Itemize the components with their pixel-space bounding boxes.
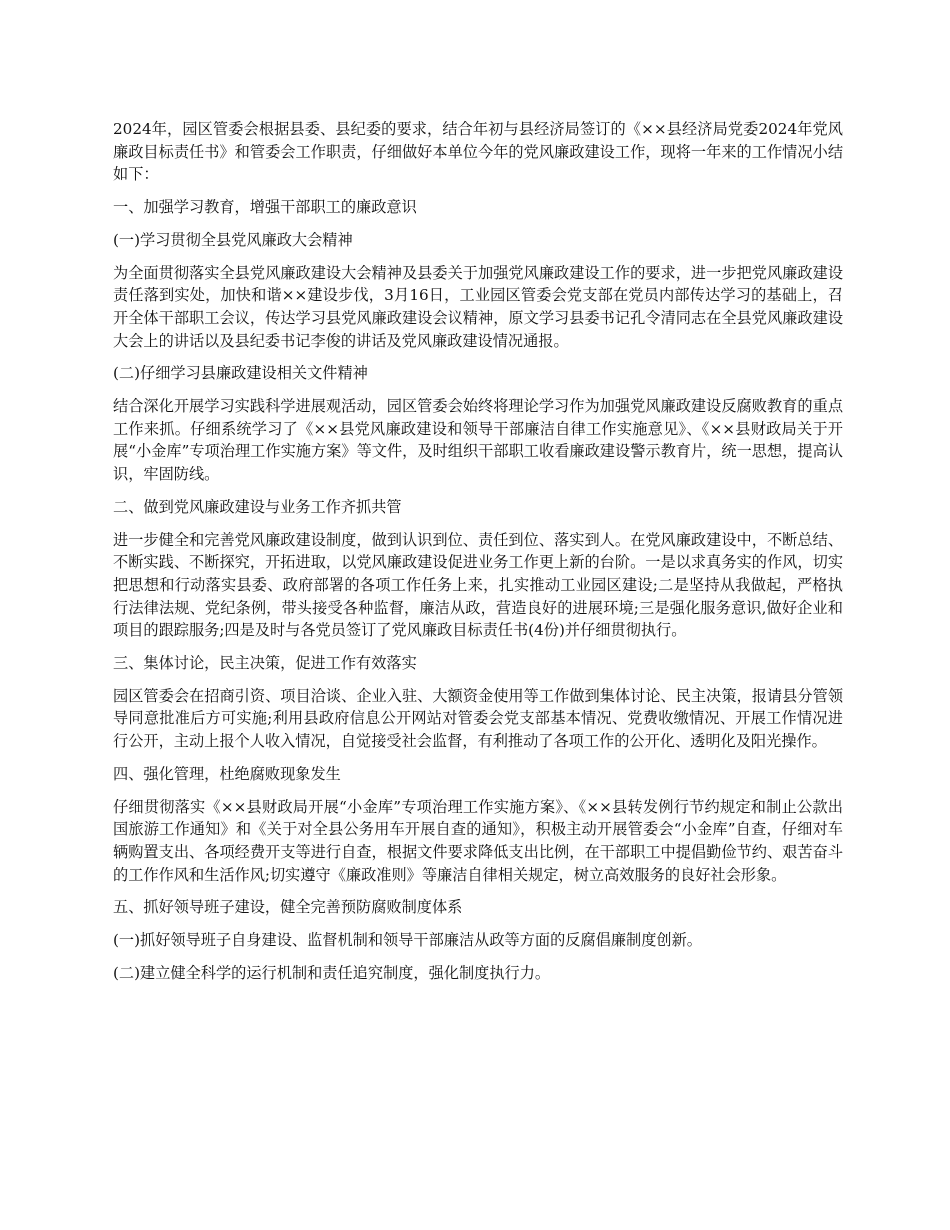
body-paragraph-2: 进一步健全和完善党风廉政建设制度，做到认识到位、责任到位、落实到人。在党风廉政建设中，不断总结、不断实践、不断探究，开拓进取，以党风廉政建设促进业务工作更上新的台阶。一是以求真务实的作风，切实把思想和行动落实县委、政府部署的各项工作任务上来，扎实推动工业园区建设;二是坚持从我做起，严格执行法律法规、党纪条例，带头接受各种监督，廉洁从政，营造良好的进展环境;三是强化服务意识,做好企业和项目的跟踪服务;四是及时与各党员签订了党风廉政目标责任书(4份)并仔细贯彻执行。 (113, 530, 843, 640)
subsection-heading-1-2: (二)仔细学习县廉政建设相关文件精神 (113, 364, 368, 383)
document-body (113, 118, 843, 995)
section-heading-4: 四、强化管理，杜绝腐败现象发生 (113, 764, 341, 783)
body-paragraph-3: 园区管委会在招商引资、项目洽谈、企业入驻、大额资金使用等工作做到集体讨论、民主决策，报请县分管领导同意批准后方可实施;利用县政府信息公开网站对管委会党支部基本情况、党费收缴情况、开展工作情况进行公开，主动上报个人收入情况，自觉接受社会监督，有利推动了各项工作的公开化、透明化及阳光操作。 (113, 686, 843, 751)
body-paragraph-4: 仔细贯彻落实《××县财政局开展“小金库”专项治理工作实施方案》、《××县转发例行节约规定和制止公款出国旅游工作通知》和《关于对全县公务用车开展自查的通知》，积极主动开展管委会“小金库”自查，仔细对车辆购置支出、各项经费开支等进行自查，根据文件要求降低支出比例，在干部职工中提倡勤俭节约、艰苦奋斗的工作作风和生活作风;切实遵守《廉政准则》等廉洁自律相关规定，树立高效服务的良好社会形象。 (113, 797, 843, 884)
section-heading-1: 一、加强学习教育，增强干部职工的廉政意识 (113, 198, 417, 217)
section-heading-3: 三、集体讨论，民主决策，促进工作有效落实 (113, 654, 417, 673)
intro-paragraph: 2024年，园区管委会根据县委、县纪委的要求，结合年初与县经济局签订的《××县经济局党委2024年党风廉政目标责任书》和管委会工作职责，仔细做好本单位今年的党风廉政建设工作，现将一年来的工作情况小结如下： (113, 120, 843, 184)
section-heading-2: 二、做到党风廉政建设与业务工作齐抓共管 (113, 497, 402, 516)
body-paragraph-5-1: (一)抓好领导班子自身建设、监督机制和领导干部廉洁从政等方面的反腐倡廉制度创新。 (113, 931, 702, 950)
section-heading-5: 五、抓好领导班子建设，健全完善预防腐败制度体系 (113, 898, 463, 917)
body-paragraph-1-1: 为全面贯彻落实全县党风廉政建设大会精神及县委关于加强党风廉政建设工作的要求，进一步把党风廉政建设责任落到实处，加快和谐××建设步伐，3月16日，工业园区管委会党支部在党员内部传达学习的基础上，召开全体干部职工会议，传达学习县党风廉政建设会议精神，原文学习县委书记孔令清同志在全县党风廉政建设大会上的讲话以及县纪委书记李俊的讲话及党风廉政建设情况通报。 (113, 263, 843, 350)
subsection-heading-1-1: (一)学习贯彻全县党风廉政大会精神 (113, 230, 353, 249)
body-paragraph-5-2: (二)建立健全科学的运行机制和责任追究制度，强化制度执行力。 (113, 963, 551, 982)
body-paragraph-1-2: 结合深化开展学习实践科学进展观活动，园区管委会始终将理论学习作为加强党风廉政建设反腐败教育的重点工作来抓。仔细系统学习了《××县党风廉政建设和领导干部廉洁自律工作实施意见》、《××县财政局关于开展“小金库”专项治理工作实施方案》等文件，及时组织干部职工收看廉政建设警示教育片，统一思想，提高认识，牢固防线。 (113, 397, 843, 484)
